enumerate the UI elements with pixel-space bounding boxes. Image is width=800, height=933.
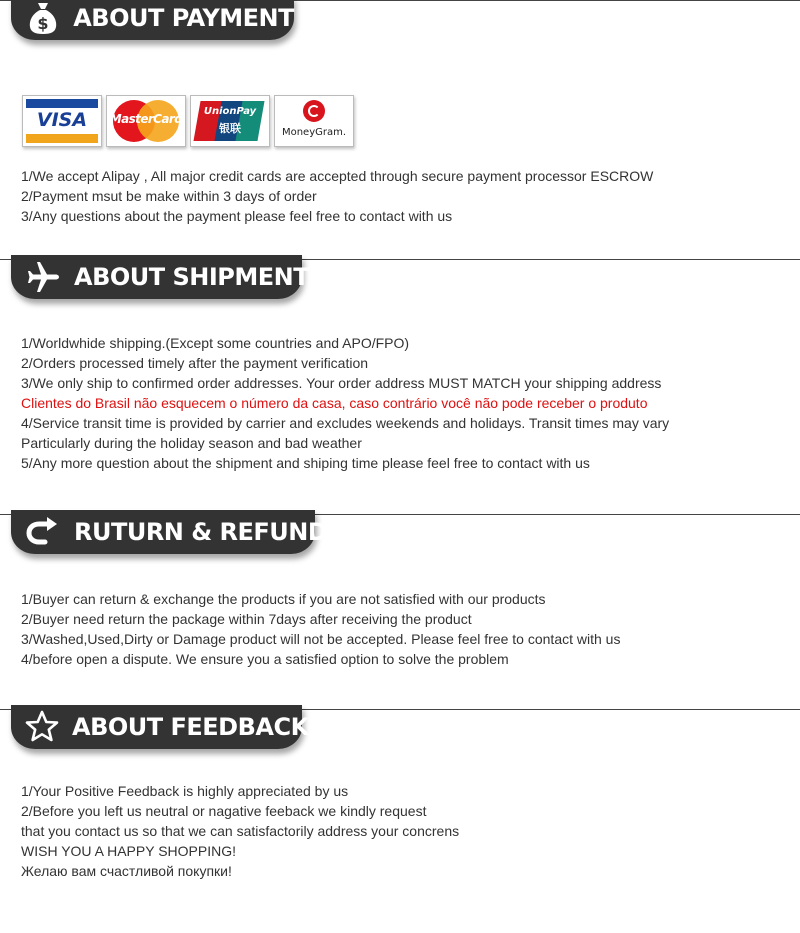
svg-text:$: $: [37, 14, 49, 33]
moneygram-label: MoneyGram.: [281, 127, 347, 138]
refund-title: RUTURN & REFUND: [74, 518, 328, 546]
star-icon: [25, 709, 59, 745]
shipment-banner: [11, 255, 310, 299]
shipment-brazil-note: Clientes do Brasil não esquecem o número da casa, caso contrário você não pode receber o produto: [21, 395, 648, 411]
feedback-line: Желаю вам счастливой покупки!: [21, 863, 232, 879]
shipment-line: 1/Worldwhide shipping.(Except some countries and APO/FPO): [21, 335, 410, 351]
feedback-text: [21, 781, 459, 881]
shipment-text: [21, 333, 669, 473]
payment-banner: [11, 0, 294, 40]
refund-line: 1/Buyer can return & exchange the products if you are not satisfied with our products: [21, 591, 546, 607]
shipment-line: 3/We only ship to confirmed order addresses. Your order address MUST MATCH your shipping address: [21, 375, 662, 391]
payment-section: [0, 0, 800, 250]
refund-banner: [11, 510, 328, 554]
shipment-section: [0, 259, 800, 509]
visa-card: [22, 95, 102, 147]
shipment-title: ABOUT SHIPMENT: [74, 263, 310, 291]
feedback-line: 1/Your Positive Feedback is highly appreciated by us: [21, 783, 349, 799]
mastercard-label: MasterCard: [109, 112, 183, 126]
refund-section: [0, 514, 800, 704]
refund-line: 2/Buyer need return the package within 7days after receiving the product: [21, 611, 472, 627]
money-bag-icon: [25, 0, 60, 36]
payment-text: [21, 166, 653, 226]
unionpay-card: [190, 95, 270, 147]
airplane-icon: [25, 259, 61, 295]
payment-title: ABOUT PAYMENT: [73, 4, 294, 32]
shipment-line: 4/Service transit time is provided by carrier and excludes weekends and holidays. Transit times may vary: [21, 415, 670, 431]
payment-line: 2/Payment msut be make within 3 days of order: [21, 188, 317, 204]
feedback-line: 2/Before you left us neutral or nagative feeback we kindly request: [21, 803, 427, 819]
moneygram-card: [274, 95, 354, 147]
refund-line: 3/Washed,Used,Dirty or Damage product will not be accepted. Please feel free to contact with us: [21, 631, 621, 647]
return-arrow-icon: [25, 514, 61, 550]
unionpay-label: UnionPay: [203, 106, 257, 117]
refund-text: [21, 589, 620, 669]
mastercard-card: [106, 95, 186, 147]
feedback-line: that you contact us so that we can satisfactorily address your concrens: [21, 823, 460, 839]
shipment-line: 5/Any more question about the shipment and shiping time please feel free to contact with us: [21, 455, 590, 471]
feedback-line: WISH YOU A HAPPY SHOPPING!: [21, 843, 236, 859]
payment-line: 1/We accept Alipay , All major credit cards are accepted through secure payment processor ESCROW: [21, 168, 654, 184]
refund-line: 4/before open a dispute. We ensure you a satisfied option to solve the problem: [21, 651, 509, 667]
visa-label: VISA: [36, 109, 88, 131]
unionpay-cn-label: 银联: [219, 122, 241, 135]
feedback-title: ABOUT FEEDBACK: [72, 713, 309, 741]
shipment-line: Particularly during the holiday season and bad weather: [21, 435, 362, 451]
payment-cards: [22, 95, 354, 147]
feedback-section: [0, 709, 800, 933]
feedback-banner: [11, 705, 309, 749]
payment-line: 3/Any questions about the payment please feel free to contact with us: [21, 208, 453, 224]
shipment-line: 2/Orders processed timely after the payment verification: [21, 355, 369, 371]
